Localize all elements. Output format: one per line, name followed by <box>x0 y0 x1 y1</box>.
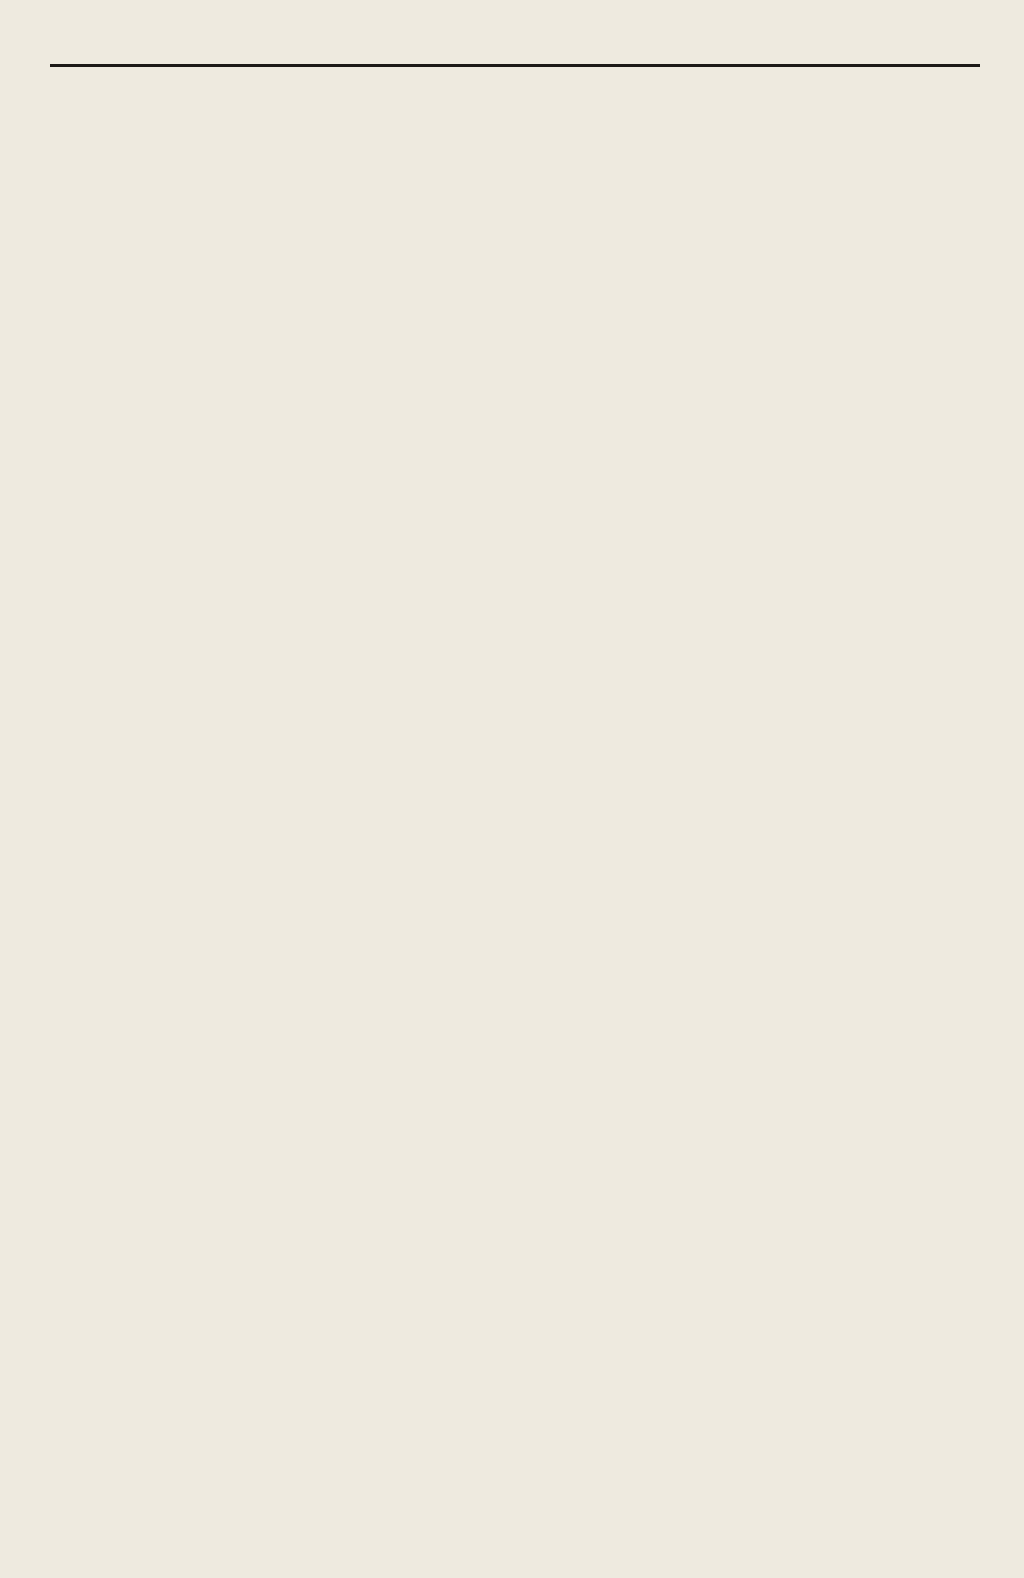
header-rule <box>50 64 980 67</box>
